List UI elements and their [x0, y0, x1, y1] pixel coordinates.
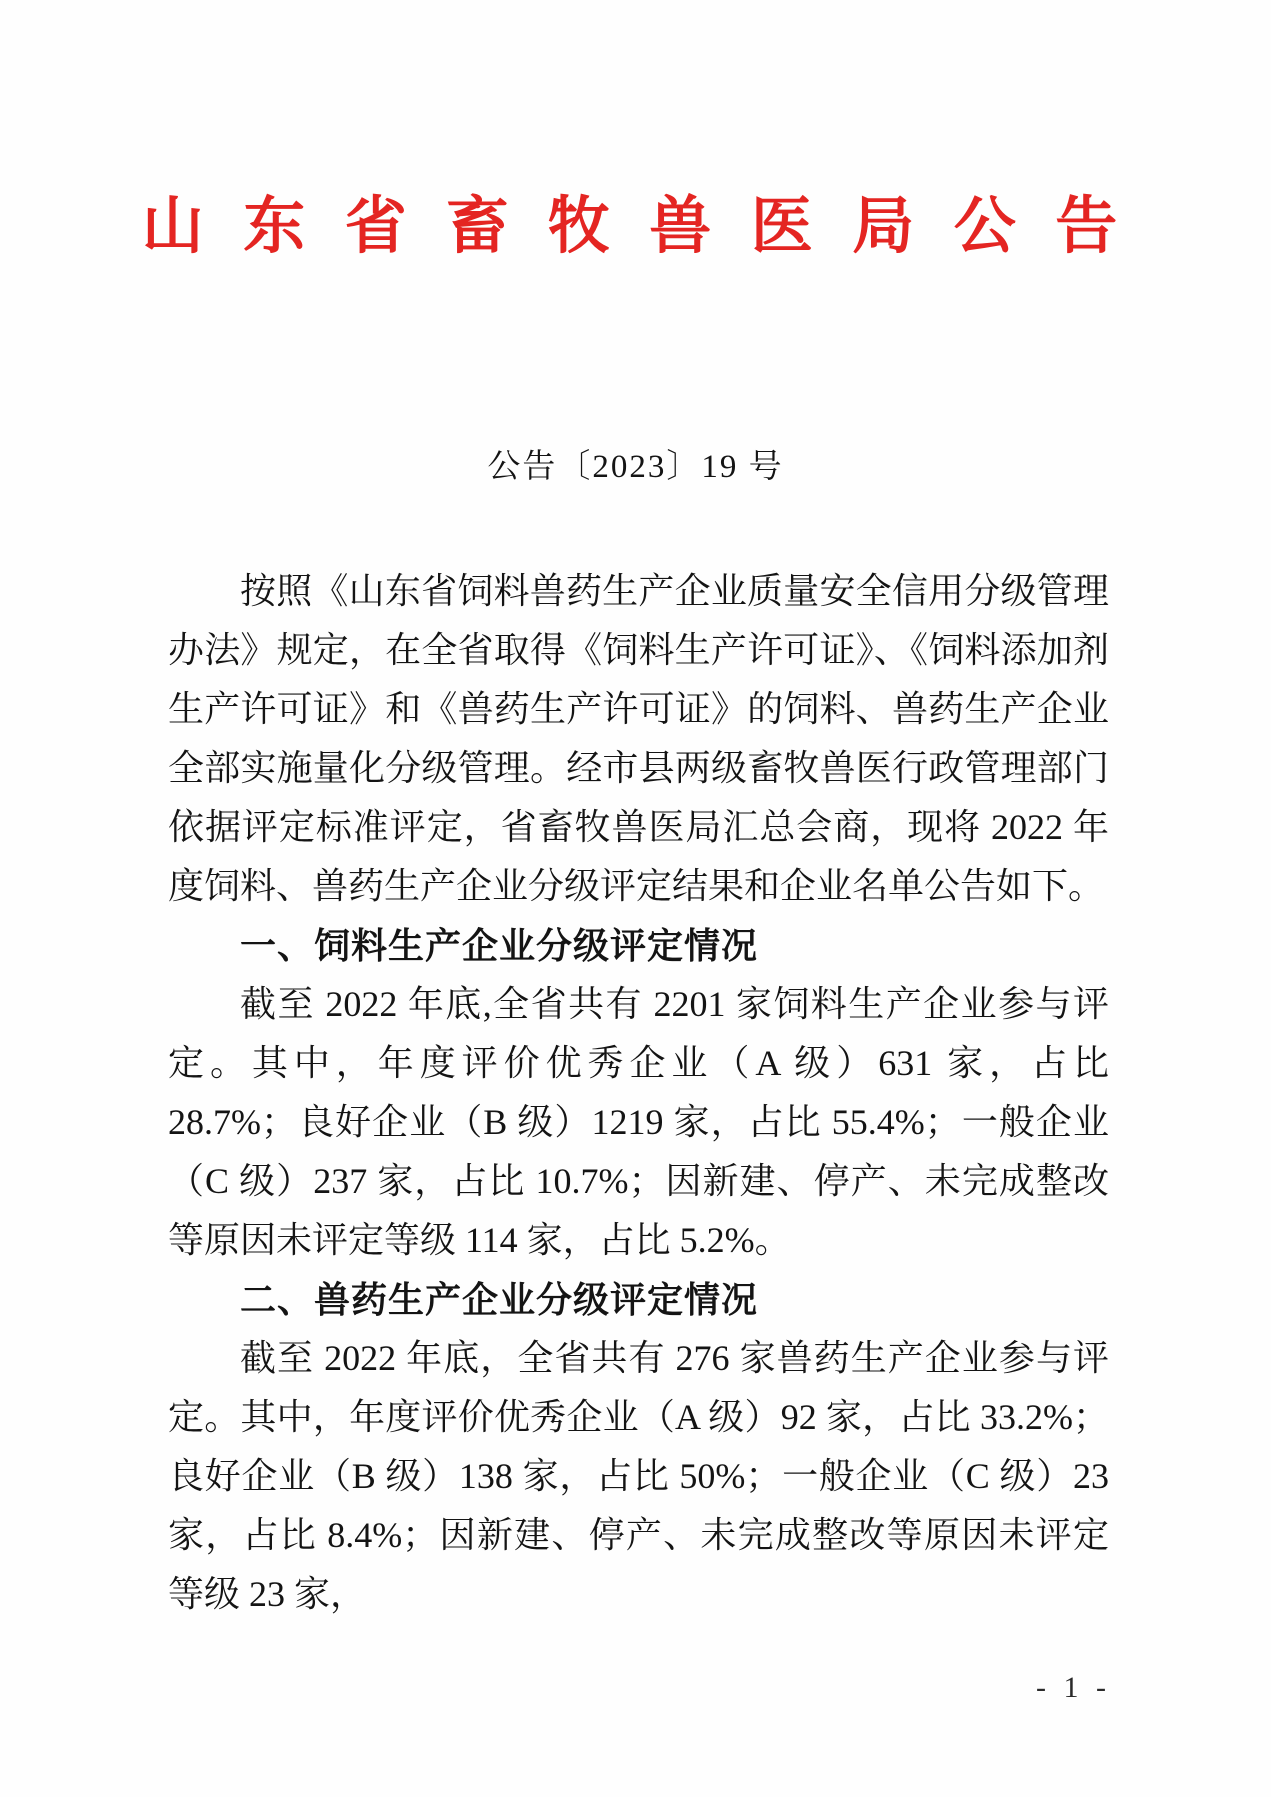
section-2-heading: 二、兽药生产企业分级评定情况 — [240, 1278, 759, 1320]
section-1-paragraph: 截至 2022 年底,全省共有 2201 家饲料生产企业参与评定。其中，年度评价优秀企业（A 级）631 家，占比 28.7%；良好企业（B 级）1219 家，占比 55.4%；一般企业（C 级）237 家，占比 10.7%；因新建、停产、未完成整改等原因未评定等级 114 家，占比 5.2%。 — [168, 983, 1109, 1260]
section-1-heading: 一、饲料生产企业分级评定情况 — [240, 924, 759, 966]
section-2-paragraph: 截至 2022 年底，全省共有 276 家兽药生产企业参与评定。其中，年度评价优秀企业（A 级）92 家，占比 33.2%；良好企业（B 级）138 家，占比 50%；一般企业（C 级）23 家，占比 8.4%；因新建、停产、未完成整改等原因未评定等级 23 家， — [168, 1337, 1109, 1614]
page-number: - 1 - — [1036, 1671, 1111, 1704]
page-title: 山 东 省 畜 牧 兽 医 局 公 告 — [141, 193, 1130, 261]
document-body — [168, 562, 1109, 1624]
intro-paragraph: 按照《山东省饲料兽药生产企业质量安全信用分级管理办法》规定，在全省取得《饲料生产许可证》、《饲料添加剂生产许可证》和《兽药生产许可证》的饲料、兽药生产企业全部实施量化分级管理。经市县两级畜牧兽医行政管理部门依据评定标准评定，省畜牧兽医局汇总会商，现将 2022 年度饲料、兽药生产企业分级评定结果和企业名单公告如下。 — [168, 570, 1109, 906]
doc-number: 公告〔2023〕19 号 — [487, 449, 784, 485]
